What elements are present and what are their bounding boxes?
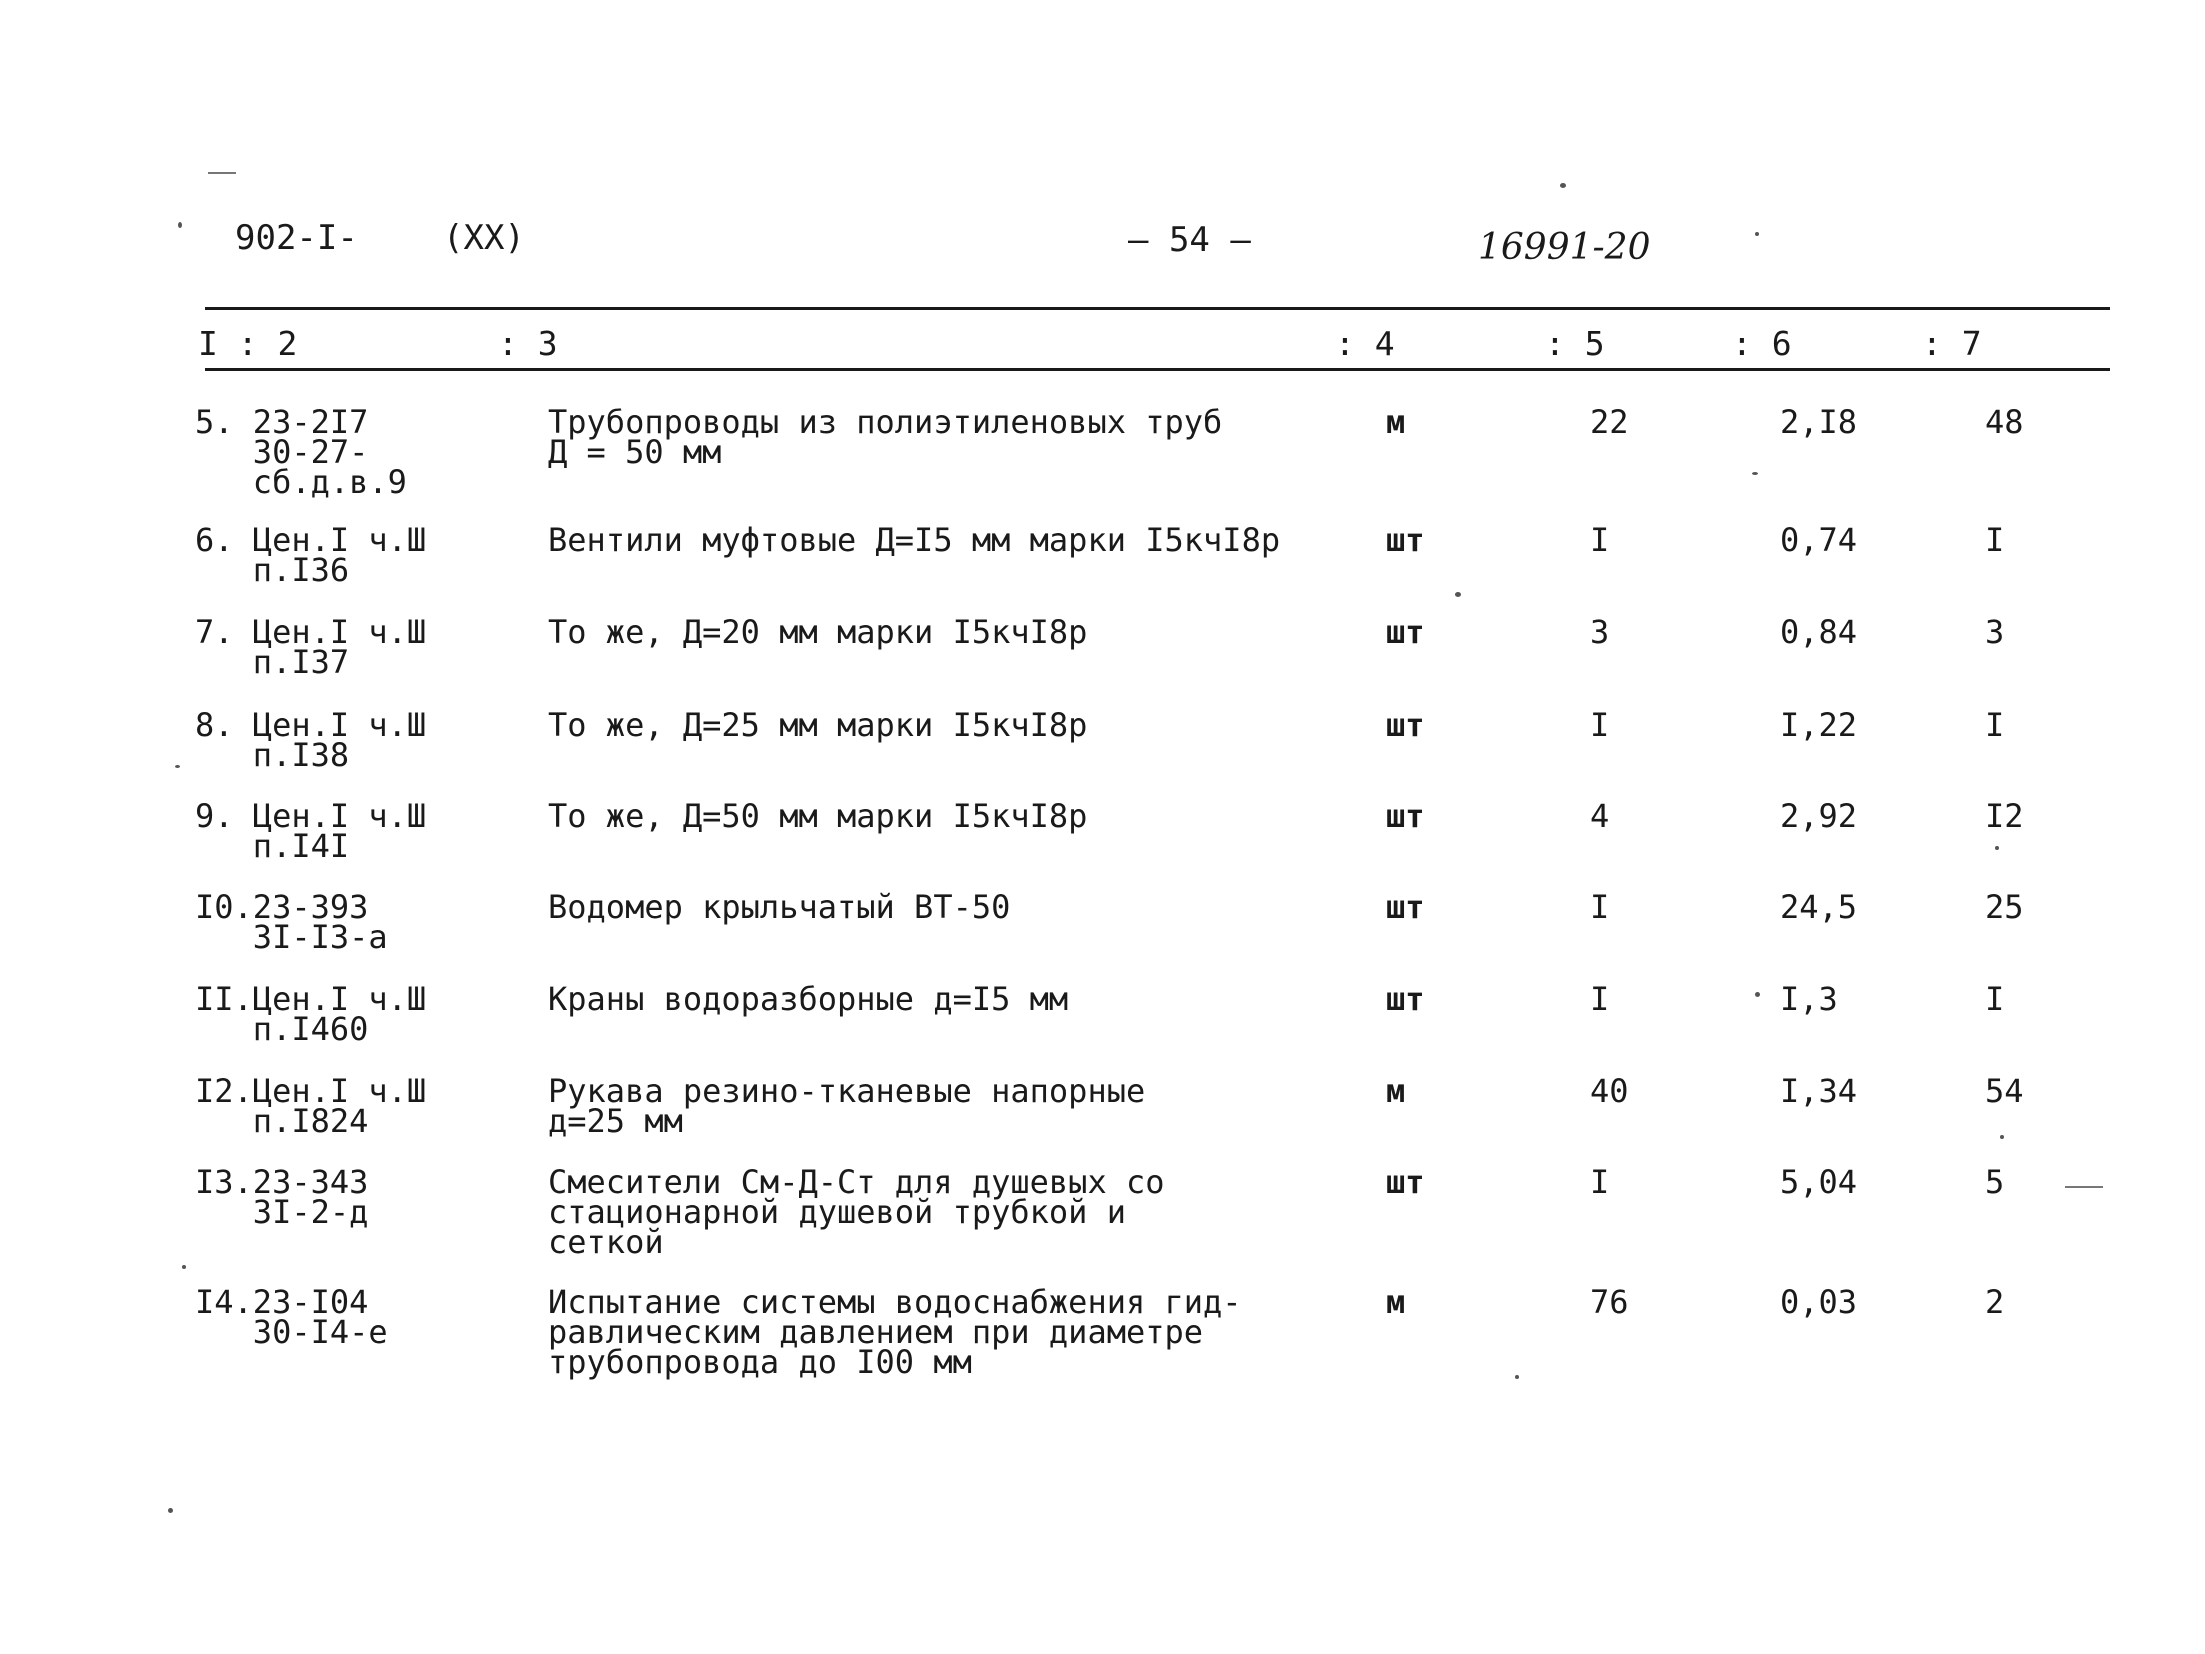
row-6-total: I — [1985, 521, 2005, 559]
row-13-quantity: I — [1590, 1163, 1610, 1201]
row-8-total: I — [1985, 706, 2005, 744]
row-5-quantity: 22 — [1590, 403, 1629, 441]
scan-speck — [1455, 592, 1461, 597]
row-13-unit-price: 5,04 — [1780, 1163, 1858, 1201]
table-header-rule — [205, 368, 2110, 371]
row-14-quantity: 76 — [1590, 1283, 1629, 1321]
row-14-total: 2 — [1985, 1283, 2005, 1321]
row-5-reference: 5. 23-2I7 30-27- сб.д.в.9 — [195, 403, 407, 501]
scan-speck — [178, 222, 182, 228]
row-11-description: Краны водоразборные д=I5 мм — [548, 980, 1069, 1018]
row-13-description: Смесители См-Д-Ст для душевых со стационарной душевой трубкой и сеткой — [548, 1163, 1165, 1261]
scan-speck — [1515, 1375, 1519, 1379]
row-9-reference: 9. Цен.I ч.Ш п.I4I — [195, 797, 427, 865]
document-section-roman: (XX) — [443, 218, 525, 258]
row-9-description: То же, Д=50 мм марки I5кчI8р — [548, 797, 1088, 835]
row-11-unit-price: I,3 — [1780, 980, 1838, 1018]
scan-speck — [2000, 1135, 2004, 1139]
row-7-quantity: 3 — [1590, 613, 1610, 651]
row-8-unit: шт — [1386, 706, 1425, 744]
row-9-unit-price: 2,92 — [1780, 797, 1858, 835]
row-11-total: I — [1985, 980, 2005, 1018]
row-5-description: Трубопроводы из полиэтиленовых труб Д = 50 мм — [548, 403, 1223, 471]
row-6-description: Вентили муфтовые Д=I5 мм марки I5кчI8р — [548, 521, 1281, 559]
scan-speck — [1755, 232, 1759, 236]
inventory-number: 16991-20 — [1478, 227, 1651, 268]
row-6-reference: 6. Цен.I ч.Ш п.I36 — [195, 521, 427, 589]
column-header-4: : 4 — [1335, 324, 1395, 363]
row-13-unit: шт — [1386, 1163, 1425, 1201]
row-5-unit: м — [1386, 403, 1406, 441]
row-10-unit-price: 24,5 — [1780, 888, 1858, 926]
scan-speck — [1995, 846, 1999, 850]
row-12-quantity: 40 — [1590, 1072, 1629, 1110]
scan-speck — [168, 1508, 173, 1513]
row-9-total: I2 — [1985, 797, 2024, 835]
row-11-reference: II.Цен.I ч.Ш п.I460 — [195, 980, 427, 1048]
document-code: 902-I- — [235, 218, 358, 258]
row-9-unit: шт — [1386, 797, 1425, 835]
row-6-quantity: I — [1590, 521, 1610, 559]
row-5-unit-price: 2,I8 — [1780, 403, 1858, 441]
scan-speck — [1752, 472, 1758, 475]
row-10-total: 25 — [1985, 888, 2024, 926]
row-10-unit: шт — [1386, 888, 1425, 926]
row-8-unit-price: I,22 — [1780, 706, 1858, 744]
row-6-unit-price: 0,74 — [1780, 521, 1858, 559]
row-10-quantity: I — [1590, 888, 1610, 926]
row-12-reference: I2.Цен.I ч.Ш п.I824 — [195, 1072, 427, 1140]
row-14-unit-price: 0,03 — [1780, 1283, 1858, 1321]
row-7-unit-price: 0,84 — [1780, 613, 1858, 651]
row-7-total: 3 — [1985, 613, 2005, 651]
row-8-reference: 8. Цен.I ч.Ш п.I38 — [195, 706, 427, 774]
column-header-7: : 7 — [1922, 324, 1982, 363]
row-12-unit-price: I,34 — [1780, 1072, 1858, 1110]
row-10-reference: I0.23-393 3I-I3-а — [195, 888, 388, 956]
scan-speck — [182, 1265, 186, 1269]
row-12-description: Рукава резино-тканевые напорные д=25 мм — [548, 1072, 1146, 1140]
row-7-reference: 7. Цен.I ч.Ш п.I37 — [195, 613, 427, 681]
row-5-total: 48 — [1985, 403, 2024, 441]
column-header-5: : 5 — [1545, 324, 1605, 363]
row-13-total: 5 — [1985, 1163, 2005, 1201]
row-8-description: То же, Д=25 мм марки I5кчI8р — [548, 706, 1088, 744]
row-13-reference: I3.23-343 3I-2-д — [195, 1163, 369, 1231]
page-number: – 54 – — [1128, 220, 1251, 260]
column-header-1-2: I : 2 — [198, 324, 298, 363]
row-12-unit: м — [1386, 1072, 1406, 1110]
table-top-rule — [205, 307, 2110, 310]
row-14-description: Испытание системы водоснабжения гид- равлическим давлением при диаметре трубопровода до I00 мм — [548, 1283, 1242, 1381]
row-7-unit: шт — [1386, 613, 1425, 651]
scan-speck — [1755, 992, 1760, 997]
row-7-description: То же, Д=20 мм марки I5кчI8р — [548, 613, 1088, 651]
row-6-unit: шт — [1386, 521, 1425, 559]
scan-dash — [2065, 1186, 2103, 1188]
row-10-description: Водомер крыльчатый ВТ-50 — [548, 888, 1011, 926]
row-9-quantity: 4 — [1590, 797, 1610, 835]
row-14-reference: I4.23-I04 30-I4-е — [195, 1283, 388, 1351]
scan-speck — [175, 765, 180, 768]
row-11-unit: шт — [1386, 980, 1425, 1018]
column-header-3: : 3 — [498, 324, 558, 363]
scan-speck — [1560, 183, 1566, 188]
row-14-unit: м — [1386, 1283, 1406, 1321]
row-11-quantity: I — [1590, 980, 1610, 1018]
row-12-total: 54 — [1985, 1072, 2024, 1110]
scan-dash — [208, 172, 236, 174]
column-header-6: : 6 — [1732, 324, 1792, 363]
row-8-quantity: I — [1590, 706, 1610, 744]
